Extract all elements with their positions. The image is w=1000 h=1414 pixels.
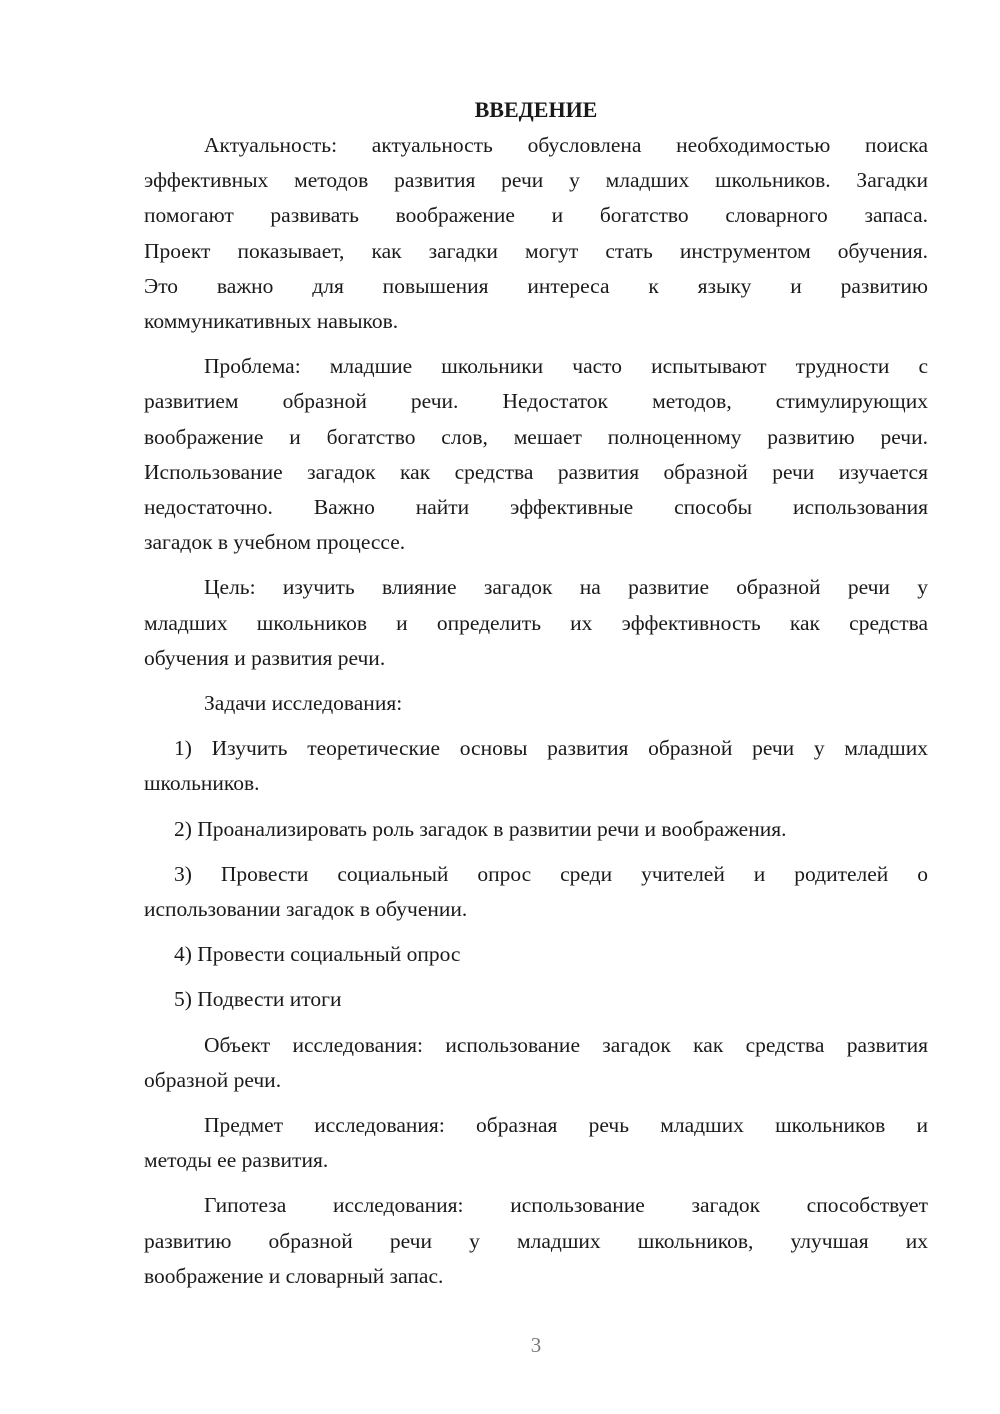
task-item-3 xyxy=(144,857,928,927)
text-line: Проблема: младшие школьники часто испытывают трудности с xyxy=(204,354,928,379)
paragraph-goal xyxy=(144,570,928,676)
text-line: младших школьников и определить их эффективность как средства xyxy=(144,610,928,635)
paragraph-object xyxy=(144,1028,928,1098)
text-line: Предмет исследования: образная речь младших школьников и xyxy=(204,1113,928,1138)
paragraph-subject xyxy=(144,1108,928,1178)
text-line: 4) Провести социальный опрос xyxy=(174,942,461,967)
text-line: 5) Подвести итоги xyxy=(174,987,342,1012)
text-line: Использование загадок как средства развития образной речи изучается xyxy=(144,459,928,484)
paragraph-problem xyxy=(144,349,928,560)
text-line: Это важно для повышения интереса к языку и развитию xyxy=(144,273,928,298)
text-line: развитием образной речи. Недостаток методов, стимулирующих xyxy=(144,389,928,414)
text-line: недостаточно. Важно найти эффективные способы использования xyxy=(144,495,928,520)
text-line: Задачи исследования: xyxy=(204,691,403,716)
task-item-4 xyxy=(144,937,928,972)
text-line: загадок в учебном процессе. xyxy=(144,530,406,555)
text-line: 2) Проанализировать роль загадок в развитии речи и воображения. xyxy=(174,816,787,841)
text-line: Гипотеза исследования: использование загадок способствует xyxy=(204,1193,928,1218)
tasks-heading xyxy=(144,686,928,721)
paragraph-hypothesis xyxy=(144,1188,928,1294)
text-line: эффективных методов развития речи у младших школьников. Загадки xyxy=(144,168,928,193)
text-line: 3) Провести социальный опрос среди учителей и родителей о xyxy=(174,861,928,886)
text-line: воображение и богатство слов, мешает полноценному развитию речи. xyxy=(144,424,928,449)
text-line: школьников. xyxy=(144,771,260,796)
text-line: методы ее развития. xyxy=(144,1148,329,1173)
text-line: коммуникативных навыков. xyxy=(144,309,399,334)
page-title: ВВЕДЕНИЕ xyxy=(474,97,598,122)
text-line: помогают развивать воображение и богатство словарного запаса. xyxy=(144,203,928,228)
text-line: Объект исследования: использование загадок как средства развития xyxy=(204,1032,928,1057)
text-line: Актуальность: актуальность обусловлена необходимостью поиска xyxy=(204,133,928,157)
text-line: воображение и словарный запас. xyxy=(144,1263,444,1288)
paragraph-relevance xyxy=(144,128,928,339)
text-line: Цель: изучить влияние загадок на развитие образной речи у xyxy=(204,575,928,600)
task-item-5 xyxy=(144,982,928,1017)
task-item-2 xyxy=(144,812,928,847)
document-page xyxy=(144,92,928,1304)
text-line: использовании загадок в обучении. xyxy=(144,897,468,922)
text-line: Проект показывает, как загадки могут стать инструментом обучения. xyxy=(144,238,928,263)
page-number: 3 xyxy=(530,1333,542,1357)
text-line: 1) Изучить теоретические основы развития образной речи у младших xyxy=(174,736,928,761)
text-line: обучения и развития речи. xyxy=(144,645,386,670)
task-item-1 xyxy=(144,731,928,801)
text-line: образной речи. xyxy=(144,1067,282,1092)
text-line: развитию образной речи у младших школьников, улучшая их xyxy=(144,1228,928,1253)
